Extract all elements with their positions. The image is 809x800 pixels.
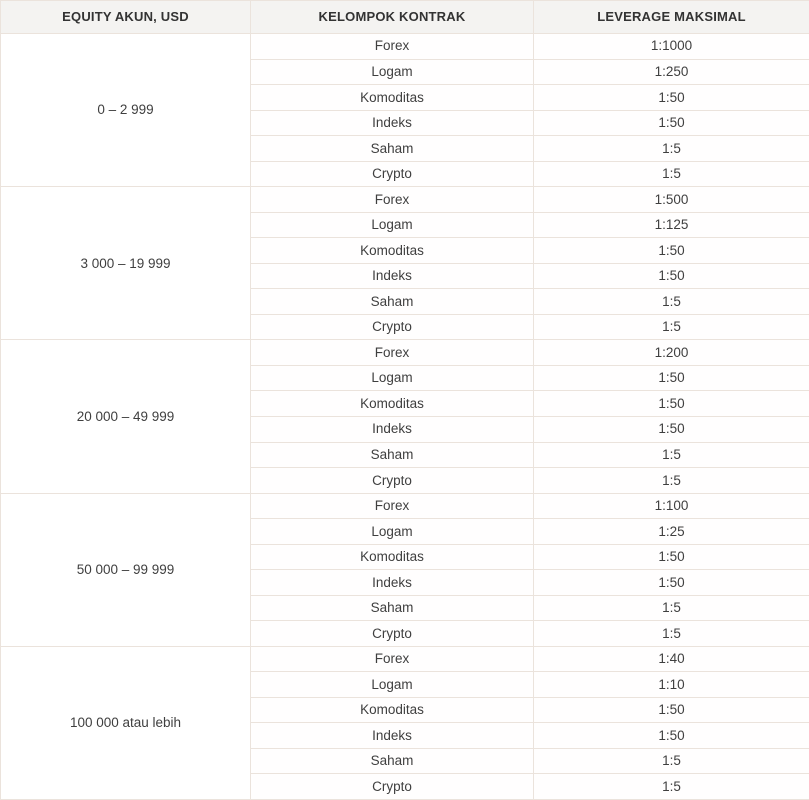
leverage-cell: 1:5 <box>534 774 809 800</box>
leverage-cell: 1:10 <box>534 672 809 698</box>
leverage-cell: 1:5 <box>534 442 809 468</box>
leverage-cell: 1:5 <box>534 161 809 187</box>
leverage-cell: 1:50 <box>534 697 809 723</box>
contract-cell: Saham <box>251 136 534 162</box>
contract-cell: Saham <box>251 442 534 468</box>
leverage-cell: 1:1000 <box>534 34 809 60</box>
contract-cell: Saham <box>251 595 534 621</box>
leverage-cell: 1:200 <box>534 340 809 366</box>
equity-range-cell: 50 000 – 99 999 <box>1 493 251 646</box>
contract-cell: Crypto <box>251 314 534 340</box>
leverage-cell: 1:50 <box>534 391 809 417</box>
leverage-cell: 1:5 <box>534 748 809 774</box>
table-header <box>1 1 809 34</box>
leverage-cell: 1:40 <box>534 646 809 672</box>
leverage-cell: 1:5 <box>534 595 809 621</box>
leverage-cell: 1:50 <box>534 365 809 391</box>
contract-cell: Komoditas <box>251 238 534 264</box>
leverage-cell: 1:50 <box>534 544 809 570</box>
leverage-cell: 1:250 <box>534 59 809 85</box>
contract-cell: Komoditas <box>251 697 534 723</box>
table-row <box>1 493 809 519</box>
contract-cell: Crypto <box>251 621 534 647</box>
contract-cell: Forex <box>251 34 534 60</box>
leverage-cell: 1:50 <box>534 238 809 264</box>
leverage-cell: 1:5 <box>534 468 809 494</box>
leverage-cell: 1:5 <box>534 621 809 647</box>
contract-cell: Saham <box>251 748 534 774</box>
leverage-cell: 1:50 <box>534 110 809 136</box>
equity-range-cell: 20 000 – 49 999 <box>1 340 251 493</box>
contract-cell: Komoditas <box>251 391 534 417</box>
equity-range-cell: 0 – 2 999 <box>1 34 251 187</box>
contract-cell: Indeks <box>251 263 534 289</box>
leverage-cell: 1:125 <box>534 212 809 238</box>
contract-cell: Forex <box>251 646 534 672</box>
contract-cell: Crypto <box>251 468 534 494</box>
table-body <box>1 34 809 800</box>
equity-range-cell: 3 000 – 19 999 <box>1 187 251 340</box>
equity-range-cell: 100 000 atau lebih <box>1 646 251 799</box>
contract-cell: Logam <box>251 672 534 698</box>
leverage-cell: 1:500 <box>534 187 809 213</box>
contract-cell: Forex <box>251 187 534 213</box>
contract-cell: Komoditas <box>251 85 534 111</box>
leverage-cell: 1:50 <box>534 85 809 111</box>
contract-cell: Forex <box>251 340 534 366</box>
header-contract-group: KELOMPOK KONTRAK <box>251 1 534 34</box>
leverage-cell: 1:50 <box>534 570 809 596</box>
leverage-cell: 1:50 <box>534 416 809 442</box>
contract-cell: Logam <box>251 212 534 238</box>
contract-cell: Indeks <box>251 110 534 136</box>
contract-cell: Indeks <box>251 723 534 749</box>
leverage-cell: 1:5 <box>534 314 809 340</box>
contract-cell: Logam <box>251 59 534 85</box>
leverage-cell: 1:5 <box>534 136 809 162</box>
contract-cell: Indeks <box>251 570 534 596</box>
table-row <box>1 646 809 672</box>
header-equity: EQUITY AKUN, USD <box>1 1 251 34</box>
header-row <box>1 1 809 34</box>
contract-cell: Forex <box>251 493 534 519</box>
table-row <box>1 340 809 366</box>
leverage-cell: 1:50 <box>534 263 809 289</box>
leverage-cell: 1:100 <box>534 493 809 519</box>
contract-cell: Crypto <box>251 161 534 187</box>
contract-cell: Komoditas <box>251 544 534 570</box>
contract-cell: Saham <box>251 289 534 315</box>
contract-cell: Indeks <box>251 416 534 442</box>
leverage-cell: 1:50 <box>534 723 809 749</box>
contract-cell: Crypto <box>251 774 534 800</box>
header-max-leverage: LEVERAGE MAKSIMAL <box>534 1 809 34</box>
table-row <box>1 34 809 60</box>
contract-cell: Logam <box>251 365 534 391</box>
table-row <box>1 187 809 213</box>
leverage-cell: 1:25 <box>534 519 809 545</box>
contract-cell: Logam <box>251 519 534 545</box>
leverage-cell: 1:5 <box>534 289 809 315</box>
